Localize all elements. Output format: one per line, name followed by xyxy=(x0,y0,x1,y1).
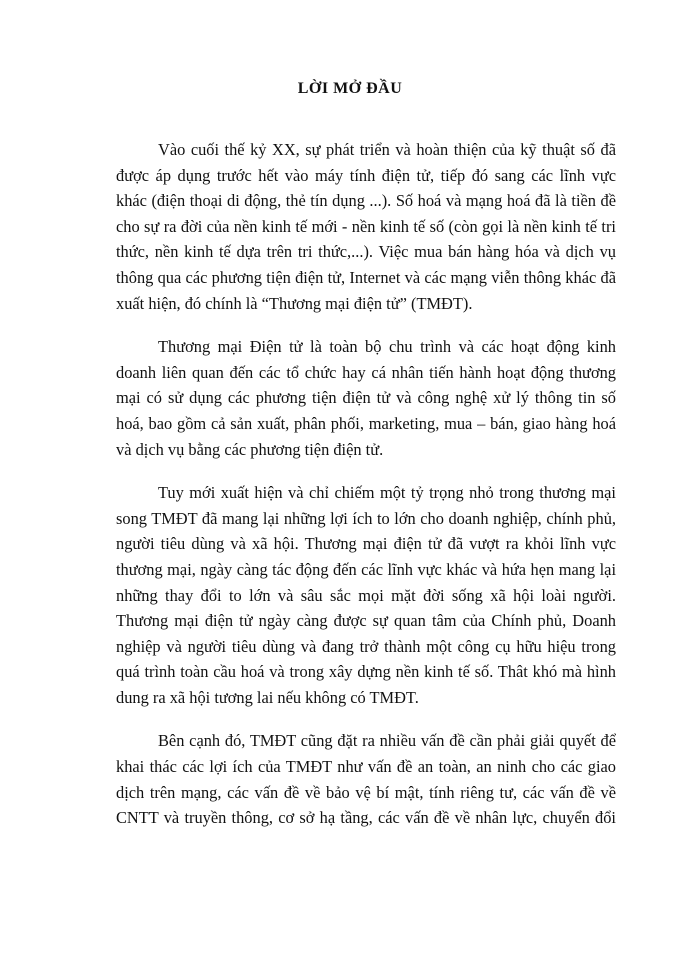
text-line: nghiệp và người tiêu dùng và đang trở thành một công cụ hữu hiệu trong xyxy=(116,636,616,656)
text-line: người tiêu dùng và xã hội. Thương mại điện tử đã vượt ra khỏi lĩnh vực xyxy=(116,534,616,554)
text-line: khai thác các lợi ích của TMĐT như vấn đề an toàn, an ninh cho các giao xyxy=(116,757,616,777)
page-title: LỜI MỞ ĐẦU xyxy=(297,80,403,97)
text-line: mại có sử dụng các phương tiện điện tử và công nghệ xử lý thông tin số xyxy=(116,388,616,408)
text-line: được áp dụng trước hết vào máy tính điện tử, tiếp đó sang các lĩnh vực xyxy=(116,165,616,185)
text-line: dung ra xã hội tương lai nếu không có TMĐT. xyxy=(116,687,419,707)
text-line: cho sự ra đời của nền kinh tế mới - nền kinh tế số (còn gọi là nền kinh tế tri xyxy=(116,216,616,236)
text-line: dịch trên mạng, các vấn đề về bảo vệ bí mật, tính riêng tư, các vấn đề về xyxy=(116,782,616,802)
paragraph-2 xyxy=(116,334,616,462)
paragraph-3 xyxy=(116,480,616,710)
text-line: CNTT và truyền thông, cơ sở hạ tầng, các vấn đề về nhân lực, chuyển đổi xyxy=(116,808,616,828)
paragraph-4 xyxy=(116,728,616,830)
text-line: xuất hiện, đó chính là “Thương mại điện tử” (TMĐT). xyxy=(116,293,473,313)
text-line: khác (điện thoại di động, thẻ tín dụng ...). Số hoá và mạng hoá đã là tiền đề xyxy=(116,191,616,211)
text-line: thông qua các phương tiện điện tử, Internet và các mạng viễn thông khác đã xyxy=(116,267,616,287)
text-line: quá trình toàn cầu hoá và trong xây dựng nền kinh tế số. Thât khó mà hình xyxy=(116,662,616,682)
text-line: Tuy mới xuất hiện và chỉ chiếm một tỷ trọng nhỏ trong thương mại xyxy=(158,483,616,503)
text-line: thức, nền kinh tế dựa trên tri thức,...). Việc mua bán hàng hóa và dịch vụ xyxy=(116,242,616,262)
text-line: song TMĐT đã mang lại những lợi ích to lớn cho doanh nghiệp, chính phủ, xyxy=(116,508,616,528)
text-line: hoá, bao gồm cả sản xuất, phân phối, marketing, mua – bán, giao hàng hoá xyxy=(116,413,616,433)
paragraph-1 xyxy=(116,137,616,316)
document-body xyxy=(116,137,616,831)
text-line: Bên cạnh đó, TMĐT cũng đặt ra nhiều vấn đề cần phải giải quyết để xyxy=(158,731,616,751)
text-line: Thương mại Điện tử là toàn bộ chu trình và các hoạt động kinh xyxy=(158,337,616,357)
text-line: và dịch vụ bằng các phương tiện điện tử. xyxy=(116,439,384,459)
text-line: thương mại, ngày càng tác động đến các lĩnh vực khác và hứa hẹn mang lại xyxy=(116,559,616,579)
text-line: Vào cuối thế kỷ XX, sự phát triển và hoàn thiện của kỹ thuật số đã xyxy=(158,140,616,159)
text-line: doanh liên quan đến các tổ chức hay cá nhân tiến hành hoạt động thương xyxy=(116,362,616,382)
text-line: những thay đổi to lớn và sâu sắc mọi mặt đời sống xã hội loài người. xyxy=(116,585,616,605)
text-line: Thương mại điện tử ngày càng được sự quan tâm của Chính phủ, Doanh xyxy=(116,611,616,631)
